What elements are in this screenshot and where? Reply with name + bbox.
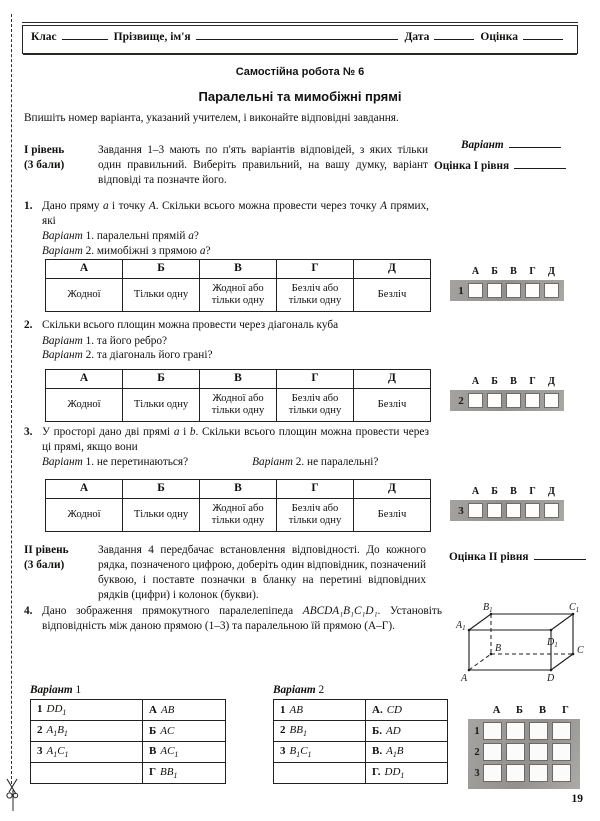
bubble-letter-d: Д bbox=[548, 486, 555, 497]
question-3-variant-2-num: 2. bbox=[295, 456, 305, 469]
v1-right-b: Б AC bbox=[143, 721, 226, 742]
level2-grade-label: Оцінка II рівня bbox=[449, 551, 529, 563]
option-letter-d: Д bbox=[354, 480, 431, 499]
scissors-icon bbox=[3, 778, 23, 812]
question-3-bubble-b[interactable] bbox=[487, 503, 502, 518]
option-letter-b: Б bbox=[123, 370, 200, 389]
variant-word: Варіант bbox=[42, 230, 83, 243]
v2-left-3: 3 $B_1C_1$ bbox=[274, 742, 366, 763]
bubble-letter-a: А bbox=[471, 266, 480, 277]
question-4-text-lead: Дано зображення прямокутного паралелепіпеда bbox=[42, 605, 303, 617]
question-1-variant-1 bbox=[42, 229, 429, 244]
match-col-g: Г bbox=[562, 705, 569, 716]
option-letter-a: А bbox=[46, 370, 123, 389]
question-3-variant-1 bbox=[42, 455, 188, 470]
variant-1-caption bbox=[30, 684, 226, 696]
question-1-option-g: Безліч або тільки одну bbox=[277, 279, 354, 312]
question-1-bubble-letters bbox=[466, 266, 561, 277]
match-cell-1b[interactable] bbox=[506, 722, 525, 740]
question-1-option-v: Жодної або тільки одну bbox=[200, 279, 277, 312]
question-2-variant-1-text: та його ребро? bbox=[96, 334, 168, 347]
question-3-variant-2 bbox=[252, 455, 378, 470]
question-3 bbox=[24, 425, 429, 470]
bubble-letter-g: Г bbox=[529, 486, 536, 497]
question-2-bubble-g[interactable] bbox=[525, 393, 540, 408]
level2-tag-name: II рівень bbox=[24, 544, 69, 556]
question-2 bbox=[24, 318, 429, 363]
name-label: Прізвище, ім'я bbox=[113, 31, 191, 43]
match-cell-2g[interactable] bbox=[552, 743, 571, 761]
question-2-variant-2-num: 2. bbox=[85, 349, 95, 362]
table-row bbox=[46, 279, 431, 312]
question-3-variant-1-text: не перетинаються? bbox=[96, 456, 189, 469]
svg-text:B: B bbox=[495, 643, 502, 654]
variant-word: Варіант bbox=[42, 334, 83, 347]
v2-right-v: В. $A_1B$ bbox=[366, 742, 448, 763]
table-row bbox=[46, 389, 431, 422]
match-col-v: В bbox=[538, 705, 546, 716]
level1-instructions: Завдання 1–3 мають по п'ять варіантів відповідей, з яких тільки один правильний. Виберіть правильний, на вашу думку, варіант відповіді та позначте його. bbox=[98, 144, 428, 187]
bubble-letter-a: А bbox=[471, 486, 480, 497]
question-4-solid-name: ABCDA₁B₁C₁D₁ bbox=[302, 605, 378, 617]
date-label: Дата bbox=[404, 31, 430, 43]
svg-text:A: A bbox=[461, 673, 468, 684]
v1-right-v: В $AC_1$ bbox=[143, 742, 226, 763]
level2-tag bbox=[24, 543, 94, 573]
question-3-strip-number: 3 bbox=[458, 504, 464, 517]
option-letter-v: В bbox=[200, 370, 277, 389]
match-cell-3b[interactable] bbox=[506, 764, 525, 782]
question-2-bubble-d[interactable] bbox=[544, 393, 559, 408]
match-cell-1a[interactable] bbox=[483, 722, 502, 740]
v2-right-g: Г. $DD_1$ bbox=[366, 763, 448, 784]
question-2-variant-2-text: та діагональ його грані? bbox=[96, 349, 213, 362]
match-grid-column-headers bbox=[485, 705, 577, 716]
match-cell-3v[interactable] bbox=[529, 764, 548, 782]
question-3-answer-strip[interactable] bbox=[450, 500, 564, 521]
question-1-bubble-g[interactable] bbox=[525, 283, 540, 298]
variant-word: Варіант bbox=[42, 349, 83, 362]
table-row bbox=[46, 370, 431, 389]
question-3-number: 3. bbox=[24, 426, 33, 438]
question-1-option-d: Безліч bbox=[354, 279, 431, 312]
question-4-text-tail: . Установіть відповідність між даною прямою (1–3) та паралельною їй прямою (А–Г). bbox=[42, 605, 442, 632]
bubble-letter-d: Д bbox=[548, 266, 555, 277]
question-1-text: Дано пряму a і точку A. Скільки всього можна провести через точку A прямих, які bbox=[42, 200, 429, 227]
v2-right-b: Б. AD bbox=[366, 721, 448, 742]
question-2-option-a: Жодної bbox=[46, 389, 123, 422]
question-1-strip-number: 1 bbox=[458, 284, 464, 297]
variant-2-caption-number: 2 bbox=[318, 684, 325, 696]
variant-1-block bbox=[30, 684, 226, 784]
question-3-variant-2-text: не паралельні? bbox=[307, 456, 379, 469]
question-4-number: 4. bbox=[24, 605, 33, 617]
match-col-b: Б bbox=[516, 705, 523, 716]
variant-field-blank[interactable] bbox=[509, 147, 561, 148]
variant-1-caption-word: Варіант bbox=[30, 684, 73, 696]
match-row-3 bbox=[471, 764, 576, 782]
question-3-text: У просторі дано дві прямі a і b. Скільки всього площин можна провести через ці прямі, якщо вони bbox=[42, 426, 430, 453]
question-2-answer-strip[interactable] bbox=[450, 390, 564, 411]
option-letter-a: А bbox=[46, 480, 123, 499]
question-1-bubble-b[interactable] bbox=[487, 283, 502, 298]
question-2-strip-number: 2 bbox=[458, 394, 464, 407]
date-input-rule[interactable] bbox=[434, 39, 474, 40]
match-row-1-cells bbox=[483, 722, 571, 740]
match-cell-2b[interactable] bbox=[506, 743, 525, 761]
question-1-answer-strip[interactable] bbox=[450, 280, 564, 301]
level2-grade-field[interactable] bbox=[449, 551, 586, 563]
option-letter-a: А bbox=[46, 260, 123, 279]
variant-word: Варіант bbox=[42, 245, 83, 258]
match-cell-2v[interactable] bbox=[529, 743, 548, 761]
match-row-2-number: 2 bbox=[474, 746, 480, 758]
match-row-3-cells bbox=[483, 764, 571, 782]
question-1-options-table bbox=[45, 259, 431, 312]
page-number: 19 bbox=[571, 793, 583, 805]
table-row bbox=[46, 499, 431, 532]
student-header-box bbox=[22, 25, 578, 54]
level1-tag-name: I рівень bbox=[24, 144, 65, 156]
parallelepiped-figure bbox=[455, 596, 595, 684]
question-1-bubble-d[interactable] bbox=[544, 283, 559, 298]
variant-1-caption-number: 1 bbox=[75, 684, 82, 696]
level2-tag-points: (3 бали) bbox=[24, 558, 65, 571]
match-col-a: А bbox=[492, 705, 501, 716]
question-2-variant-1 bbox=[42, 334, 429, 349]
name-input-rule[interactable] bbox=[196, 39, 399, 40]
question-3-bubble-g[interactable] bbox=[525, 503, 540, 518]
question-2-option-v: Жодної або тільки одну bbox=[200, 389, 277, 422]
option-letter-v: В bbox=[200, 480, 277, 499]
cut-line-divider bbox=[11, 14, 12, 784]
question-3-bubble-v[interactable] bbox=[506, 503, 521, 518]
match-cell-1g[interactable] bbox=[552, 722, 571, 740]
question-3-options-table bbox=[45, 479, 431, 532]
question-2-text: Скільки всього площин можна провести через діагональ куба bbox=[42, 319, 339, 331]
question-1-bubble-a[interactable] bbox=[468, 283, 483, 298]
table-row bbox=[46, 260, 431, 279]
option-letter-b: Б bbox=[123, 480, 200, 499]
bubble-letter-b: Б bbox=[491, 486, 498, 497]
question-1 bbox=[24, 199, 429, 259]
question-3-bubbles bbox=[468, 503, 559, 518]
option-letter-g: Г bbox=[277, 480, 354, 499]
question-2-option-b: Тільки одну bbox=[123, 389, 200, 422]
question-2-options-table bbox=[45, 369, 431, 422]
table-row bbox=[274, 700, 448, 721]
option-letter-g: Г bbox=[277, 260, 354, 279]
question-3-bubble-a[interactable] bbox=[468, 503, 483, 518]
question-3-option-v: Жодної або тільки одну bbox=[200, 499, 277, 532]
page-title: Самостійна робота № 6 bbox=[235, 66, 365, 78]
bubble-letter-b: Б bbox=[491, 266, 498, 277]
class-label: Клас bbox=[31, 31, 57, 43]
question-3-bubble-d[interactable] bbox=[544, 503, 559, 518]
svg-text:C: C bbox=[577, 645, 584, 656]
question-3-option-b: Тільки одну bbox=[123, 499, 200, 532]
bubble-letter-v: В bbox=[510, 486, 517, 497]
question-3-option-a: Жодної bbox=[46, 499, 123, 532]
class-input-rule[interactable] bbox=[62, 39, 108, 40]
bubble-letter-g: Г bbox=[529, 266, 536, 277]
level1-tag bbox=[24, 143, 94, 173]
v1-right-a: А AB bbox=[143, 700, 226, 721]
match-cell-3g[interactable] bbox=[552, 764, 571, 782]
match-row-2 bbox=[471, 743, 576, 761]
question-2-bubbles bbox=[468, 393, 559, 408]
question-3-variant-1-num: 1. bbox=[85, 456, 95, 469]
question-1-variant-1-text: паралельні прямій a? bbox=[96, 230, 199, 243]
table-row bbox=[31, 763, 226, 784]
question-2-bubble-b[interactable] bbox=[487, 393, 502, 408]
question-2-bubble-a[interactable] bbox=[468, 393, 483, 408]
question-2-bubble-letters bbox=[466, 376, 561, 387]
question-3-bubble-letters bbox=[466, 486, 561, 497]
match-row-3-number: 3 bbox=[474, 767, 480, 779]
grade-input-rule[interactable] bbox=[523, 39, 563, 40]
match-answer-grid[interactable] bbox=[468, 719, 580, 789]
match-row-1-number: 1 bbox=[474, 725, 480, 737]
variant-field[interactable] bbox=[461, 139, 561, 151]
grade-label: Оцінка bbox=[480, 31, 518, 43]
question-1-option-b: Тільки одну bbox=[123, 279, 200, 312]
question-1-bubbles bbox=[468, 283, 559, 298]
variant-word: Варіант bbox=[252, 456, 293, 469]
table-row bbox=[274, 763, 448, 784]
question-2-bubble-v[interactable] bbox=[506, 393, 521, 408]
svg-text:A1: $A_1$ bbox=[456, 620, 466, 632]
question-1-option-a: Жодної bbox=[46, 279, 123, 312]
question-1-variant-2-text: мимобіжні з прямою a? bbox=[96, 245, 211, 258]
svg-text:D: D bbox=[547, 673, 555, 684]
match-row-2-cells bbox=[483, 743, 571, 761]
question-2-number: 2. bbox=[24, 319, 33, 331]
bubble-letter-g: Г bbox=[529, 376, 536, 387]
variant-field-label: Варіант bbox=[461, 139, 504, 151]
option-letter-d: Д bbox=[354, 370, 431, 389]
bubble-letter-v: В bbox=[510, 376, 517, 387]
question-2-variant-2 bbox=[42, 348, 429, 363]
v2-left-2: 2 $BB_1$ bbox=[274, 721, 366, 742]
variant-2-caption bbox=[273, 684, 448, 696]
v1-left-empty bbox=[31, 763, 143, 784]
intro-text: Впишіть номер варіанта, указаний учителем, і виконайте відповідні завдання. bbox=[24, 112, 399, 124]
v1-left-1: 1 $DD_1$ bbox=[31, 700, 143, 721]
page-subtitle: Паралельні та мимобіжні прямі bbox=[198, 89, 402, 104]
bubble-letter-v: В bbox=[510, 266, 517, 277]
variant-1-table bbox=[30, 699, 226, 784]
variant-2-table bbox=[273, 699, 448, 784]
level2-instructions: Завдання 4 передбачає встановлення відповідності. До кожного рядка, позначеного цифрою, доберіть один відповідник, позначений буквою, і поставте позначки в бланку на перетині відповідних рядків (цифри) і колонок (букви). bbox=[98, 544, 427, 602]
variant-word: Варіант bbox=[42, 456, 83, 469]
svg-text:B1: $B_1$ bbox=[483, 602, 493, 614]
question-2-option-d: Безліч bbox=[354, 389, 431, 422]
level1-tag-points: (3 бали) bbox=[24, 158, 65, 171]
v2-left-1: 1 AB bbox=[274, 700, 366, 721]
level1-grade-field[interactable] bbox=[434, 160, 566, 172]
question-1-variant-1-num: 1. bbox=[85, 230, 95, 243]
table-row bbox=[31, 721, 226, 742]
bubble-letter-a: А bbox=[471, 376, 480, 387]
v1-left-2: 2 $A_1B_1$ bbox=[31, 721, 143, 742]
match-cell-2a[interactable] bbox=[483, 743, 502, 761]
table-row bbox=[31, 742, 226, 763]
table-row bbox=[46, 480, 431, 499]
table-row bbox=[274, 742, 448, 763]
option-letter-g: Г bbox=[277, 370, 354, 389]
question-1-number: 1. bbox=[24, 200, 33, 212]
question-1-bubble-v[interactable] bbox=[506, 283, 521, 298]
level2-grade-blank[interactable] bbox=[534, 559, 586, 560]
v1-left-3: 3 $A_1C_1$ bbox=[31, 742, 143, 763]
svg-text:D1: $D_1$ bbox=[547, 637, 558, 649]
bubble-letter-d: Д bbox=[548, 376, 555, 387]
variant-2-caption-word: Варіант bbox=[273, 684, 316, 696]
option-letter-b: Б bbox=[123, 260, 200, 279]
option-letter-v: В bbox=[200, 260, 277, 279]
bubble-letter-b: Б bbox=[491, 376, 498, 387]
question-2-option-g: Безліч або тільки одну bbox=[277, 389, 354, 422]
level1-grade-label: Оцінка I рівня bbox=[434, 160, 510, 172]
match-row-1 bbox=[471, 722, 576, 740]
v1-right-g: Г $BB_1$ bbox=[143, 763, 226, 784]
v2-left-empty bbox=[274, 763, 366, 784]
table-row bbox=[31, 700, 226, 721]
question-4 bbox=[24, 604, 442, 633]
table-row bbox=[274, 721, 448, 742]
question-3-option-d: Безліч bbox=[354, 499, 431, 532]
variant-2-block bbox=[273, 684, 448, 784]
student-header-fields bbox=[31, 31, 569, 43]
match-cell-1v[interactable] bbox=[529, 722, 548, 740]
question-2-variant-1-num: 1. bbox=[85, 334, 95, 347]
question-1-variant-2 bbox=[42, 244, 429, 259]
svg-text:C1: $C_1$ bbox=[569, 602, 580, 614]
level1-grade-blank[interactable] bbox=[514, 168, 566, 169]
v2-right-a: А. CD bbox=[366, 700, 448, 721]
match-cell-3a[interactable] bbox=[483, 764, 502, 782]
question-3-option-g: Безліч або тільки одну bbox=[277, 499, 354, 532]
option-letter-d: Д bbox=[354, 260, 431, 279]
question-1-variant-2-num: 2. bbox=[85, 245, 95, 258]
question-4-text bbox=[42, 604, 442, 633]
